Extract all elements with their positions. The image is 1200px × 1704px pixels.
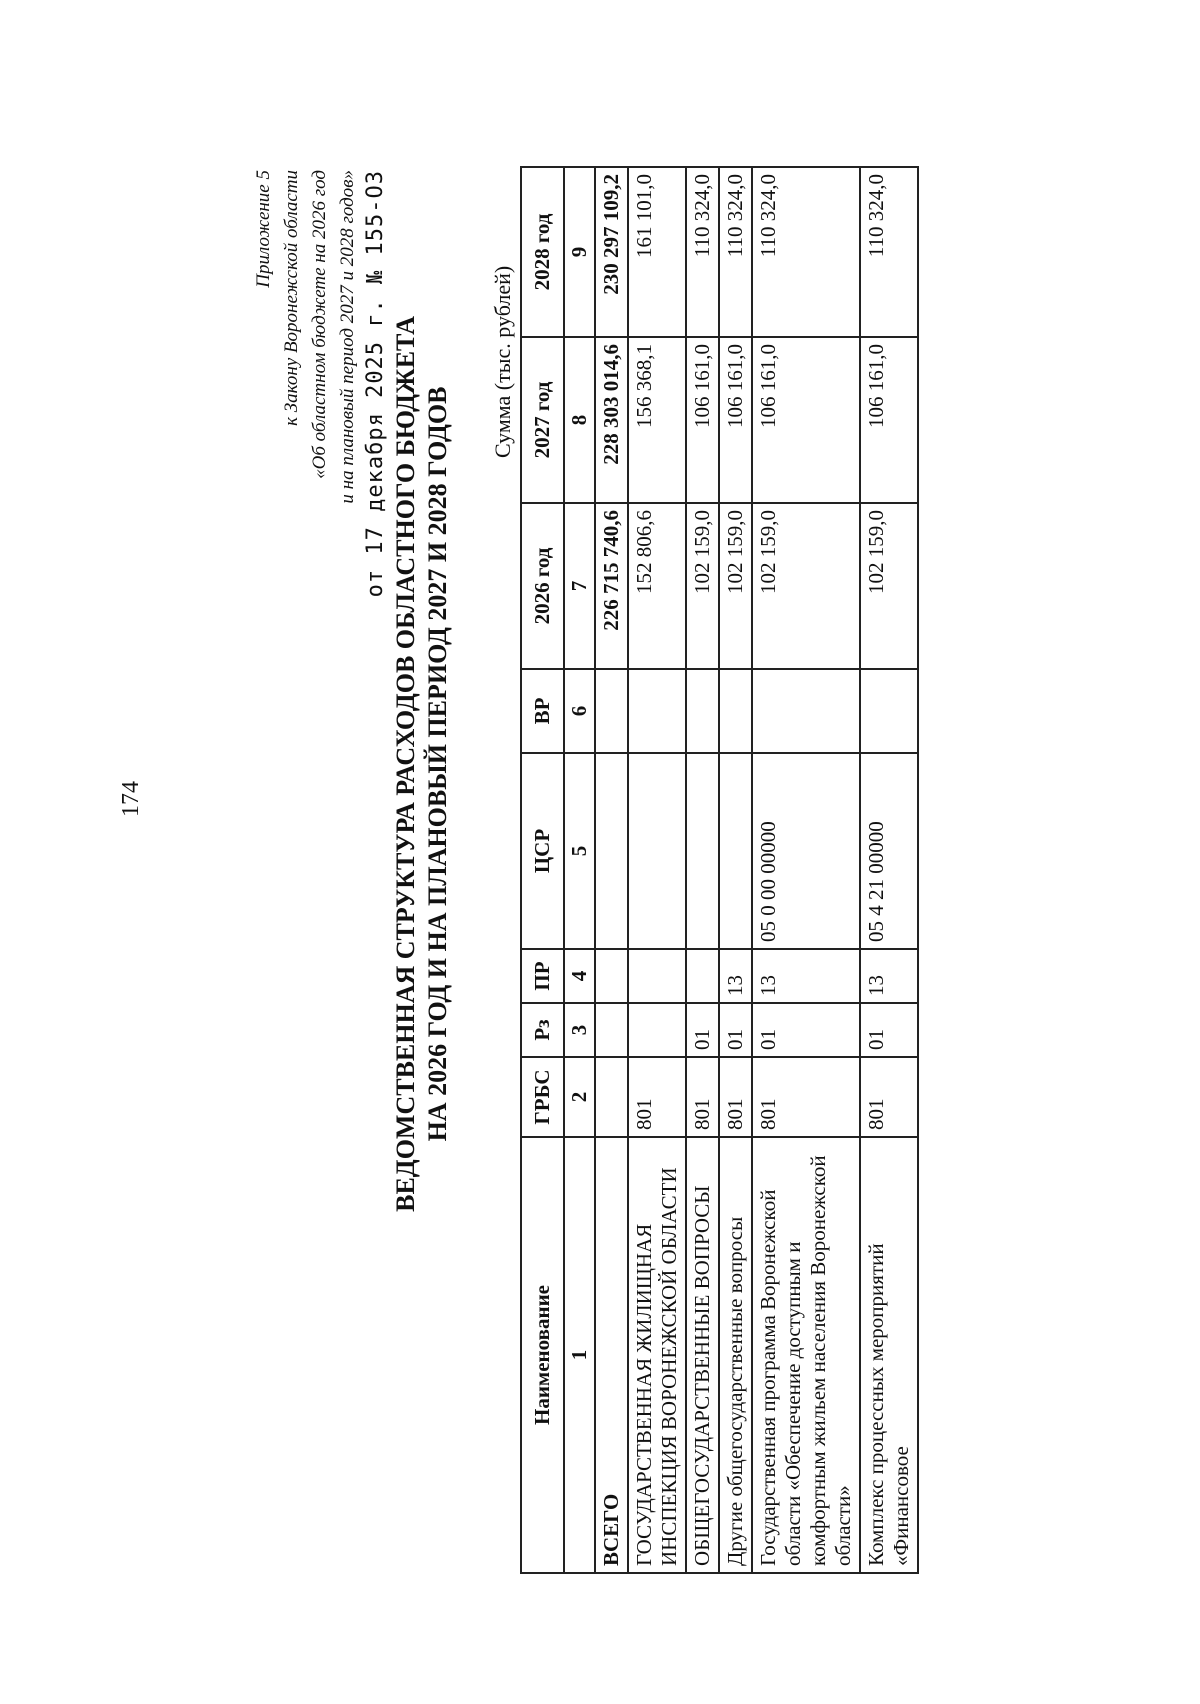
cell-2027: 106 161,0 [752, 337, 860, 503]
cell-pr [686, 949, 719, 1003]
cell-2028: 110 324,0 [752, 167, 860, 337]
column-number: 2 [564, 1057, 595, 1137]
cell-csr [595, 753, 628, 949]
cell-name: Другие общегосударственные вопросы [719, 1137, 752, 1573]
column-number: 6 [564, 669, 595, 753]
document-title [390, 204, 454, 1324]
cell-2026: 102 159,0 [752, 503, 860, 669]
cell-name: Комплекс процессных мероприятий «Финансовое [860, 1137, 918, 1573]
cell-name: ГОСУДАРСТВЕННАЯ ЖИЛИЩНАЯ ИНСПЕКЦИЯ ВОРОНЕЖСКОЙ ОБЛАСТИ [628, 1137, 686, 1573]
column-number: 5 [564, 753, 595, 949]
header-grbs: ГРБС [521, 1057, 564, 1137]
cell-vr [628, 669, 686, 753]
cell-2028: 110 324,0 [860, 167, 918, 337]
cell-name: Государственная программа Воронежской области «Обеспечение доступным и комфортным жильем населения Воронежской области» [752, 1137, 860, 1573]
cell-pr: 13 [860, 949, 918, 1003]
cell-2026: 152 806,6 [628, 503, 686, 669]
cell-csr: 05 4 21 00000 [860, 753, 918, 949]
page-number: 174 [118, 781, 144, 817]
header-csr: ЦСР [521, 753, 564, 949]
cell-2026: 102 159,0 [719, 503, 752, 669]
cell-2027: 106 161,0 [719, 337, 752, 503]
cell-grbs: 801 [860, 1057, 918, 1137]
cell-vr [595, 669, 628, 753]
appendix-line-4: и на плановый период 2027 и 2028 годов» [337, 170, 358, 504]
cell-csr [686, 753, 719, 949]
appendix-line-2: к Закону Воронежской области [281, 170, 302, 426]
cell-pr: 13 [752, 949, 860, 1003]
cell-2027: 228 303 014,6 [595, 337, 628, 503]
cell-csr [719, 753, 752, 949]
cell-pr [595, 949, 628, 1003]
cell-csr: 05 0 00 00000 [752, 753, 860, 949]
budget-table [520, 166, 919, 1574]
cell-csr [628, 753, 686, 949]
header-2026: 2026 год [521, 503, 564, 669]
header-rz: Рз [521, 1003, 564, 1057]
table-row [860, 167, 918, 1573]
column-number: 3 [564, 1003, 595, 1057]
header-2028: 2028 год [521, 167, 564, 337]
column-number: 7 [564, 503, 595, 669]
title-line-2: НА 2026 ГОД И НА ПЛАНОВЫЙ ПЕРИОД 2027 И 2028 ГОДОВ [423, 386, 452, 1142]
table-row [628, 167, 686, 1573]
header-vr: ВР [521, 669, 564, 753]
cell-2026: 226 715 740,6 [595, 503, 628, 669]
column-number: 8 [564, 337, 595, 503]
cell-vr [752, 669, 860, 753]
appendix-block [250, 170, 390, 597]
column-number: 1 [564, 1137, 595, 1573]
table-row [752, 167, 860, 1573]
table-row-total [595, 167, 628, 1573]
cell-name: ОБЩЕГОСУДАРСТВЕННЫЕ ВОПРОСЫ [686, 1137, 719, 1573]
cell-2026: 102 159,0 [860, 503, 918, 669]
column-number-row [564, 167, 595, 1573]
column-number: 4 [564, 949, 595, 1003]
cell-2028: 110 324,0 [719, 167, 752, 337]
header-pr: ПР [521, 949, 564, 1003]
cell-rz [628, 1003, 686, 1057]
cell-pr [628, 949, 686, 1003]
header-2027: 2027 год [521, 337, 564, 503]
appendix-line-1: Приложение 5 [253, 170, 274, 288]
law-date-number: от 17 декабря 2025 г. № 155-ОЗ [363, 170, 388, 598]
units-label: Сумма (тыс. рублей) [490, 265, 515, 458]
cell-grbs: 801 [686, 1057, 719, 1137]
cell-2027: 106 161,0 [686, 337, 719, 503]
cell-vr [686, 669, 719, 753]
cell-grbs: 801 [719, 1057, 752, 1137]
column-number: 9 [564, 167, 595, 337]
cell-vr [860, 669, 918, 753]
cell-2028: 161 101,0 [628, 167, 686, 337]
table-row [719, 167, 752, 1573]
cell-2027: 106 161,0 [860, 337, 918, 503]
cell-grbs: 801 [752, 1057, 860, 1137]
table-row [686, 167, 719, 1573]
cell-rz [595, 1003, 628, 1057]
cell-name: ВСЕГО [595, 1137, 628, 1573]
cell-2028: 230 297 109,2 [595, 167, 628, 337]
cell-2028: 110 324,0 [686, 167, 719, 337]
cell-2027: 156 368,1 [628, 337, 686, 503]
cell-2026: 102 159,0 [686, 503, 719, 669]
cell-vr [719, 669, 752, 753]
header-name: Наименование [521, 1137, 564, 1573]
header-row [521, 167, 564, 1573]
cell-rz: 01 [752, 1003, 860, 1057]
appendix-line-3: «Об областном бюджете на 2026 год [309, 170, 330, 479]
title-line-1: ВЕДОМСТВЕННАЯ СТРУКТУРА РАСХОДОВ ОБЛАСТНОГО БЮДЖЕТА [391, 316, 420, 1212]
cell-grbs [595, 1057, 628, 1137]
cell-rz: 01 [719, 1003, 752, 1057]
cell-pr: 13 [719, 949, 752, 1003]
cell-rz: 01 [686, 1003, 719, 1057]
cell-rz: 01 [860, 1003, 918, 1057]
cell-grbs: 801 [628, 1057, 686, 1137]
